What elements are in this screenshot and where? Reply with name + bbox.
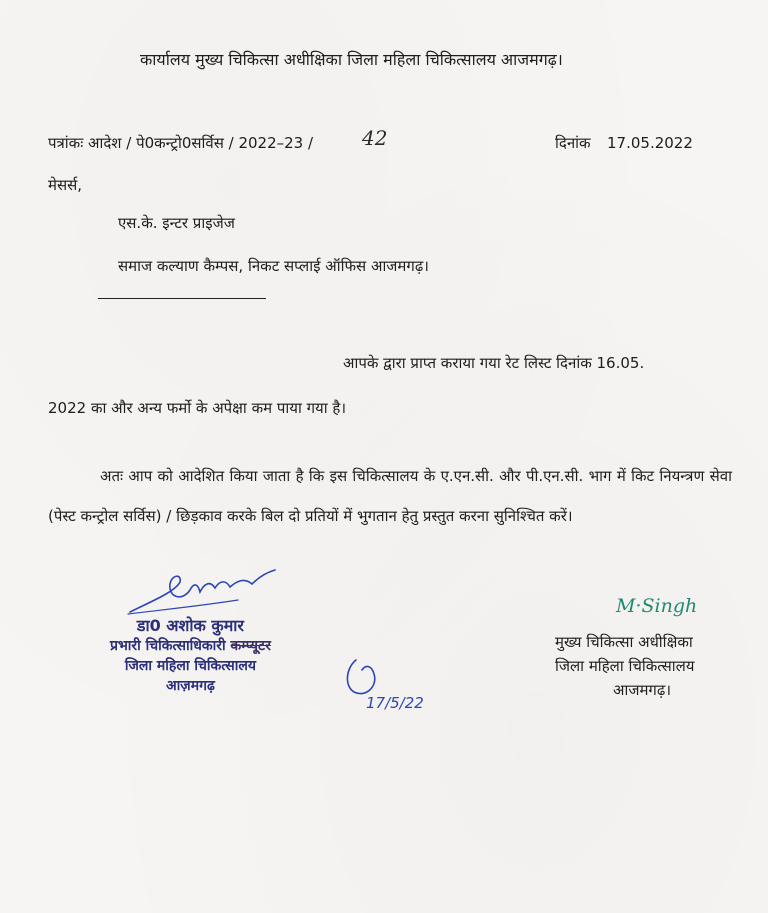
officer-signature: [120, 562, 280, 622]
paragraph-1-line-1: आपके द्वारा प्राप्त कराया गया रेट लिस्ट दिनांक 16.05.: [343, 354, 645, 372]
date-label: दिनांक: [555, 134, 591, 152]
addressee-name: एस.के. इन्टर प्राइजेज: [118, 214, 235, 232]
signatory-hospital: जिला महिला चिकित्सालय: [555, 657, 695, 675]
date-value: 17.05.2022: [607, 134, 693, 152]
reference-label: पत्रांकः आदेश / पे0कन्ट्रो0सर्विस / 2022–23 /: [48, 134, 314, 152]
officer-hospital: जिला महिला चिकित्सालय: [124, 658, 256, 674]
officer-city: आज़मगढ़: [166, 678, 215, 694]
initials-date: 17/5/22: [366, 694, 424, 712]
signatory-city: आजमगढ़।: [613, 681, 672, 699]
signatory-designation: मुख्य चिकित्सा अधीक्षिका: [555, 633, 693, 651]
divider-line: [98, 298, 266, 299]
signatory-block: [555, 630, 755, 702]
office-title: कार्यालय मुख्य चिकित्सा अधीक्षिका जिला महिला चिकित्सालय आजमगढ़।: [140, 50, 563, 69]
chief-signature: [612, 590, 722, 624]
initials-mark: [338, 648, 428, 718]
paragraph-1-line-2: 2022 का और अन्य फर्मो के अपेक्षा कम पाया गया है।: [48, 399, 347, 417]
officer-name: डा0 अशोक कुमार: [136, 616, 244, 635]
salutation: मेसर्स,: [48, 176, 83, 194]
officer-designation: प्रभारी चिकित्साधिकारी: [110, 638, 226, 654]
officer-designation-line: [110, 636, 271, 656]
addressee-address: समाज कल्याण कैम्पस, निकट सप्लाई ऑफिस आजमगढ़।: [118, 257, 429, 275]
reference-number-handwritten: 42: [362, 126, 388, 150]
paragraph-2: अतः आप को आदेशित किया जाता है कि इस चिकित्सालय के ए.एन.सी. और पी.एन.सी. भाग में किट नियन्त्रण सेवा (पेस्ट कन्ट्रोल सर्विस) / छिड़काव करके बिल दो प्रतियों में भुगतान हेतु प्रस्तुत करना सुनिश्चित करें।: [48, 467, 732, 525]
officer-stamp: [110, 616, 271, 696]
chief-signature-text: M·Singh: [616, 595, 698, 617]
struck-designation: कम्प्यू्टर: [230, 638, 271, 654]
